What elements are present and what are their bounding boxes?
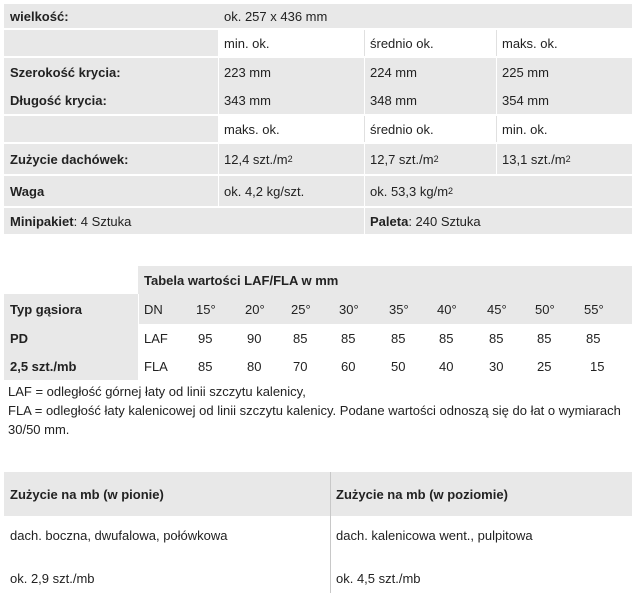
- fla-val-2: 70: [293, 358, 308, 374]
- laf-row: [4, 324, 632, 352]
- fla-val-7: 25: [537, 358, 552, 374]
- spec-header-min-max: [4, 30, 632, 56]
- hdr2-col1: maks. ok.: [224, 121, 280, 137]
- mb-col2-title: Zużycie na mb (w poziomie): [336, 486, 508, 502]
- spec-row-length: [4, 86, 632, 114]
- laf-title-row: [4, 266, 632, 294]
- laf-val-1: 90: [247, 330, 262, 346]
- size-value: ok. 257 x 436 mm: [224, 8, 328, 24]
- fla-row: [4, 352, 632, 380]
- mb-col2-val: ok. 4,5 szt./mb: [336, 571, 421, 586]
- laf-label: LAF: [144, 330, 168, 346]
- length-val3: 354 mm: [502, 92, 549, 108]
- mb-col1-val: ok. 2,9 szt./mb: [10, 571, 95, 586]
- mb-col2-desc: dach. kalenicowa went., pulpitowa: [336, 528, 533, 543]
- fla-val-6: 30: [489, 358, 504, 374]
- type-label: Typ gąsiora: [10, 301, 83, 317]
- laf-val-6: 85: [489, 330, 504, 346]
- laf-angles-row: [4, 294, 632, 324]
- laf-val-8: 85: [586, 330, 601, 346]
- laf-val-3: 85: [341, 330, 356, 346]
- hdr1-col2: średnio ok.: [370, 35, 434, 51]
- angle-2: 25°: [291, 301, 311, 317]
- usage-val3: 13,1 szt./m 2: [502, 151, 571, 167]
- mb-label: 2,5 szt./mb: [10, 358, 77, 374]
- hdr2-col3: min. ok.: [502, 121, 548, 137]
- hdr1-col1: min. ok.: [224, 35, 270, 51]
- laf-val-5: 85: [439, 330, 454, 346]
- length-val2: 348 mm: [370, 92, 417, 108]
- hdr1-col3: maks. ok.: [502, 35, 558, 51]
- size-label: wielkość:: [10, 8, 69, 24]
- width-label: Szerokość krycia:: [10, 64, 121, 80]
- weight-label: Waga: [10, 183, 45, 199]
- laf-val-4: 85: [391, 330, 406, 346]
- width-val3: 225 mm: [502, 64, 549, 80]
- angle-5: 40°: [437, 301, 457, 317]
- mb-header-row: [4, 472, 632, 516]
- laf-val-2: 85: [293, 330, 308, 346]
- usage-label: Zużycie dachówek:: [10, 151, 129, 167]
- minipak: Minipakiet : 4 Sztuka: [10, 213, 132, 229]
- width-val1: 223 mm: [224, 64, 271, 80]
- spec-header-max-min: [4, 116, 632, 142]
- width-val2: 224 mm: [370, 64, 417, 80]
- angle-3: 30°: [339, 301, 359, 317]
- fla-val-3: 60: [341, 358, 356, 374]
- hdr2-col2: średnio ok.: [370, 121, 434, 137]
- mb-col1-desc: dach. boczna, dwufalowa, połówkowa: [10, 528, 228, 543]
- fla-val-8: 15: [590, 358, 605, 374]
- laf-title: Tabela wartości LAF/FLA w mm: [144, 272, 339, 288]
- spec-row-size: [4, 4, 632, 28]
- angle-0: 15°: [196, 301, 216, 317]
- spec-row-packaging: [4, 208, 632, 234]
- length-val1: 343 mm: [224, 92, 271, 108]
- fla-note: FLA = odległość łaty kalenicowej od linii szczytu kalenicy. Podane wartości odnoszą się do łat o wymiarach 30/50 mm.: [8, 403, 621, 437]
- usage-val2: 12,7 szt./m 2: [370, 151, 439, 167]
- usage-val1: 12,4 szt./m 2: [224, 151, 293, 167]
- laf-val-7: 85: [537, 330, 552, 346]
- laf-note: LAF = odległość górnej łaty od linii szczytu kalenicy,: [8, 384, 306, 399]
- fla-label: FLA: [144, 358, 168, 374]
- pd-label: PD: [10, 330, 29, 346]
- angle-8: 55°: [584, 301, 604, 317]
- fla-val-4: 50: [391, 358, 406, 374]
- dn-label: DN: [144, 301, 163, 317]
- angle-6: 45°: [487, 301, 507, 317]
- weight-val2: ok. 53,3 kg/m 2: [370, 183, 454, 199]
- paleta: Paleta : 240 Sztuka: [370, 213, 481, 229]
- fla-val-1: 80: [247, 358, 262, 374]
- length-label: Długość krycia:: [10, 92, 107, 108]
- angle-1: 20°: [245, 301, 265, 317]
- laf-val-0: 95: [198, 330, 213, 346]
- angle-7: 50°: [535, 301, 555, 317]
- spec-row-weight: [4, 176, 632, 206]
- weight-val1: ok. 4,2 kg/szt.: [224, 183, 305, 199]
- mb-body: [4, 516, 632, 593]
- mb-col1-title: Zużycie na mb (w pionie): [10, 486, 164, 502]
- spec-row-width: [4, 58, 632, 86]
- fla-val-5: 40: [439, 358, 454, 374]
- spec-row-usage: [4, 144, 632, 174]
- fla-val-0: 85: [198, 358, 213, 374]
- angle-4: 35°: [389, 301, 409, 317]
